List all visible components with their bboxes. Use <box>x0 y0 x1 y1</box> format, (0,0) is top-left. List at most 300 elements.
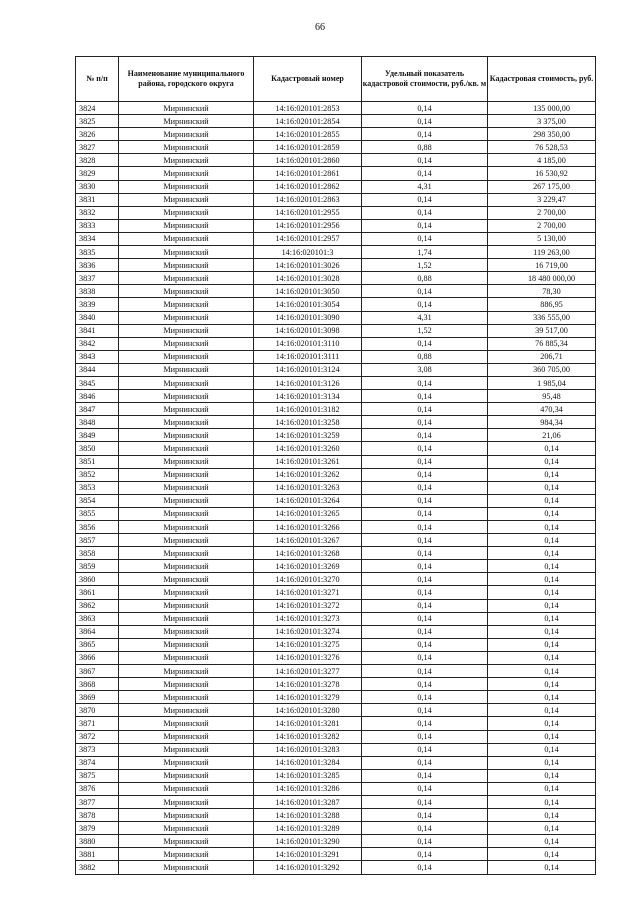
cell-row-number: 3865 <box>76 638 119 651</box>
cell-row-number: 3836 <box>76 259 119 272</box>
cell-row-number: 3833 <box>76 219 119 232</box>
cell-row-number: 3825 <box>76 115 119 128</box>
cell-unit-rate: 0,14 <box>362 128 488 141</box>
cell-district-name: Мирнинский <box>119 206 254 219</box>
cell-cadastral-cost: 206,71 <box>488 350 596 363</box>
cell-unit-rate: 0,14 <box>362 416 488 429</box>
cell-row-number: 3824 <box>76 102 119 115</box>
cell-row-number: 3841 <box>76 324 119 337</box>
cell-cadastral-cost: 0,14 <box>488 560 596 573</box>
cell-cadastral-cost: 95,48 <box>488 390 596 403</box>
cell-cadastral-number: 14:16:020101:2859 <box>254 141 362 154</box>
cell-cadastral-number: 14:16:020101:3050 <box>254 285 362 298</box>
cell-cadastral-number: 14:16:020101:3110 <box>254 337 362 350</box>
cell-unit-rate: 0,14 <box>362 625 488 638</box>
cell-cadastral-number: 14:16:020101:3028 <box>254 272 362 285</box>
cell-cadastral-number: 14:16:020101:2862 <box>254 180 362 193</box>
table-row <box>76 403 596 416</box>
cell-row-number: 3851 <box>76 455 119 468</box>
table-row <box>76 638 596 651</box>
cell-district-name: Мирнинский <box>119 259 254 272</box>
cell-row-number: 3876 <box>76 782 119 795</box>
cell-cadastral-number: 14:16:020101:2854 <box>254 115 362 128</box>
cell-row-number: 3855 <box>76 507 119 520</box>
cell-cadastral-cost: 0,14 <box>488 717 596 730</box>
cell-row-number: 3859 <box>76 560 119 573</box>
cell-cadastral-cost: 0,14 <box>488 455 596 468</box>
cell-cadastral-cost: 0,14 <box>488 468 596 481</box>
table-row <box>76 586 596 599</box>
cell-cadastral-number: 14:16:020101:3268 <box>254 547 362 560</box>
cell-cadastral-cost: 0,14 <box>488 573 596 586</box>
cell-unit-rate: 0,14 <box>362 743 488 756</box>
cell-cadastral-cost: 0,14 <box>488 665 596 678</box>
cell-cadastral-number: 14:16:020101:3269 <box>254 560 362 573</box>
table-row <box>76 272 596 285</box>
cell-cadastral-cost: 360 705,00 <box>488 363 596 376</box>
cell-row-number: 3852 <box>76 468 119 481</box>
cell-row-number: 3879 <box>76 822 119 835</box>
cell-cadastral-number: 14:16:020101:2863 <box>254 193 362 206</box>
cell-row-number: 3873 <box>76 743 119 756</box>
cell-unit-rate: 4,31 <box>362 311 488 324</box>
cell-unit-rate: 0,14 <box>362 547 488 560</box>
table-row <box>76 678 596 691</box>
cell-unit-rate: 0,14 <box>362 102 488 115</box>
cell-cadastral-number: 14:16:020101:3280 <box>254 704 362 717</box>
cell-cadastral-cost: 0,14 <box>488 822 596 835</box>
table-row <box>76 717 596 730</box>
cell-cadastral-number: 14:16:020101:2855 <box>254 128 362 141</box>
table-row <box>76 102 596 115</box>
cell-cadastral-cost: 76 885,34 <box>488 337 596 350</box>
cell-cadastral-number: 14:16:020101:3098 <box>254 324 362 337</box>
cell-row-number: 3854 <box>76 494 119 507</box>
cell-unit-rate: 0,14 <box>362 678 488 691</box>
cell-district-name: Мирнинский <box>119 822 254 835</box>
cell-district-name: Мирнинский <box>119 232 254 245</box>
cell-cadastral-cost: 18 480 000,00 <box>488 272 596 285</box>
cell-district-name: Мирнинский <box>119 115 254 128</box>
cell-cadastral-number: 14:16:020101:2955 <box>254 206 362 219</box>
cell-cadastral-number: 14:16:020101:3291 <box>254 848 362 861</box>
cell-cadastral-number: 14:16:020101:3266 <box>254 521 362 534</box>
cell-district-name: Мирнинский <box>119 547 254 560</box>
cell-unit-rate: 1,52 <box>362 259 488 272</box>
cell-district-name: Мирнинский <box>119 390 254 403</box>
cell-row-number: 3861 <box>76 586 119 599</box>
cell-cadastral-number: 14:16:020101:3270 <box>254 573 362 586</box>
cell-unit-rate: 0,14 <box>362 599 488 612</box>
cell-unit-rate: 0,88 <box>362 272 488 285</box>
cell-cadastral-cost: 119 263,00 <box>488 246 596 259</box>
cell-cadastral-number: 14:16:020101:3288 <box>254 809 362 822</box>
cell-cadastral-cost: 0,14 <box>488 481 596 494</box>
cell-row-number: 3829 <box>76 167 119 180</box>
table-row <box>76 848 596 861</box>
cell-cadastral-number: 14:16:020101:3275 <box>254 638 362 651</box>
cell-cadastral-cost: 0,14 <box>488 612 596 625</box>
cell-district-name: Мирнинский <box>119 743 254 756</box>
cell-unit-rate: 0,14 <box>362 167 488 180</box>
cell-row-number: 3864 <box>76 625 119 638</box>
header-row-number: № п/п <box>76 57 119 102</box>
cell-row-number: 3881 <box>76 848 119 861</box>
table-row <box>76 455 596 468</box>
cell-district-name: Мирнинский <box>119 494 254 507</box>
table-row <box>76 743 596 756</box>
cell-unit-rate: 0,14 <box>362 861 488 874</box>
table-row <box>76 350 596 363</box>
cell-cadastral-cost: 0,14 <box>488 835 596 848</box>
cell-row-number: 3847 <box>76 403 119 416</box>
cell-row-number: 3846 <box>76 390 119 403</box>
cell-unit-rate: 0,14 <box>362 586 488 599</box>
table-row <box>76 324 596 337</box>
cell-cadastral-cost: 0,14 <box>488 521 596 534</box>
cell-row-number: 3838 <box>76 285 119 298</box>
cell-unit-rate: 0,14 <box>362 154 488 167</box>
cell-unit-rate: 0,14 <box>362 455 488 468</box>
cell-unit-rate: 1,52 <box>362 324 488 337</box>
table-row <box>76 246 596 259</box>
cell-cadastral-number: 14:16:020101:3265 <box>254 507 362 520</box>
cell-cadastral-cost: 2 700,00 <box>488 206 596 219</box>
cell-cadastral-number: 14:16:020101:3290 <box>254 835 362 848</box>
cell-district-name: Мирнинский <box>119 363 254 376</box>
cell-cadastral-number: 14:16:020101:3284 <box>254 756 362 769</box>
cell-row-number: 3872 <box>76 730 119 743</box>
table-row <box>76 468 596 481</box>
cell-unit-rate: 0,14 <box>362 429 488 442</box>
cell-cadastral-number: 14:16:020101:2956 <box>254 219 362 232</box>
cell-unit-rate: 0,14 <box>362 494 488 507</box>
table-row <box>76 141 596 154</box>
cell-cadastral-cost: 4 185,00 <box>488 154 596 167</box>
cell-unit-rate: 0,14 <box>362 769 488 782</box>
cell-cadastral-cost: 0,14 <box>488 586 596 599</box>
cell-unit-rate: 3,08 <box>362 363 488 376</box>
table-row <box>76 534 596 547</box>
cell-unit-rate: 0,14 <box>362 822 488 835</box>
cell-row-number: 3857 <box>76 534 119 547</box>
cell-cadastral-cost: 298 350,00 <box>488 128 596 141</box>
cell-cadastral-cost: 3 229,47 <box>488 193 596 206</box>
cell-cadastral-number: 14:16:020101:2861 <box>254 167 362 180</box>
cell-unit-rate: 0,14 <box>362 376 488 389</box>
cell-cadastral-number: 14:16:020101:3258 <box>254 416 362 429</box>
table-header <box>76 57 596 102</box>
cell-unit-rate: 0,14 <box>362 809 488 822</box>
cell-cadastral-number: 14:16:020101:3026 <box>254 259 362 272</box>
cell-unit-rate: 0,14 <box>362 219 488 232</box>
cell-district-name: Мирнинский <box>119 193 254 206</box>
table-row <box>76 390 596 403</box>
cell-unit-rate: 0,14 <box>362 115 488 128</box>
cell-cadastral-cost: 267 175,00 <box>488 180 596 193</box>
table-row <box>76 167 596 180</box>
cell-unit-rate: 1,74 <box>362 246 488 259</box>
cell-district-name: Мирнинский <box>119 625 254 638</box>
cell-district-name: Мирнинский <box>119 311 254 324</box>
cell-row-number: 3839 <box>76 298 119 311</box>
table-body <box>76 102 596 875</box>
cell-cadastral-number: 14:16:020101:3264 <box>254 494 362 507</box>
cell-cadastral-number: 14:16:020101:3274 <box>254 625 362 638</box>
cell-row-number: 3843 <box>76 350 119 363</box>
cell-row-number: 3878 <box>76 809 119 822</box>
cell-cadastral-number: 14:16:020101:3286 <box>254 782 362 795</box>
page-number: 66 <box>315 22 325 33</box>
cell-cadastral-number: 14:16:020101:3277 <box>254 665 362 678</box>
cell-district-name: Мирнинский <box>119 350 254 363</box>
cell-cadastral-cost: 0,14 <box>488 756 596 769</box>
cell-row-number: 3870 <box>76 704 119 717</box>
table-row <box>76 507 596 520</box>
table-row <box>76 285 596 298</box>
cell-district-name: Мирнинский <box>119 403 254 416</box>
cell-unit-rate: 0,14 <box>362 782 488 795</box>
table-row <box>76 795 596 808</box>
cell-cadastral-cost: 470,34 <box>488 403 596 416</box>
cell-cadastral-number: 14:16:020101:3134 <box>254 390 362 403</box>
cell-cadastral-number: 14:16:020101:3267 <box>254 534 362 547</box>
cell-unit-rate: 0,14 <box>362 521 488 534</box>
cell-district-name: Мирнинский <box>119 782 254 795</box>
cell-row-number: 3826 <box>76 128 119 141</box>
cell-row-number: 3880 <box>76 835 119 848</box>
cell-district-name: Мирнинский <box>119 376 254 389</box>
cell-district-name: Мирнинский <box>119 586 254 599</box>
header-unit-rate: Удельный показатель кадастровой стоимости, руб./кв. м <box>362 57 488 102</box>
cell-unit-rate: 0,14 <box>362 206 488 219</box>
cell-cadastral-cost: 0,14 <box>488 848 596 861</box>
cell-district-name: Мирнинский <box>119 180 254 193</box>
cell-cadastral-cost: 0,14 <box>488 809 596 822</box>
cell-cadastral-cost: 5 130,00 <box>488 232 596 245</box>
cell-cadastral-cost: 0,14 <box>488 442 596 455</box>
cell-cadastral-cost: 0,14 <box>488 547 596 560</box>
cell-unit-rate: 0,14 <box>362 337 488 350</box>
cell-row-number: 3850 <box>76 442 119 455</box>
cell-district-name: Мирнинский <box>119 285 254 298</box>
cell-cadastral-cost: 0,14 <box>488 651 596 664</box>
cell-district-name: Мирнинский <box>119 468 254 481</box>
cell-district-name: Мирнинский <box>119 246 254 259</box>
cell-cadastral-number: 14:16:020101:3126 <box>254 376 362 389</box>
cell-unit-rate: 0,14 <box>362 612 488 625</box>
cell-unit-rate: 0,14 <box>362 717 488 730</box>
cell-unit-rate: 0,14 <box>362 403 488 416</box>
cell-row-number: 3849 <box>76 429 119 442</box>
cell-district-name: Мирнинский <box>119 272 254 285</box>
cell-cadastral-number: 14:16:020101:3260 <box>254 442 362 455</box>
cell-unit-rate: 0,14 <box>362 560 488 573</box>
cell-unit-rate: 0,14 <box>362 756 488 769</box>
cell-cadastral-cost: 0,14 <box>488 625 596 638</box>
cell-row-number: 3840 <box>76 311 119 324</box>
cell-cadastral-number: 14:16:020101:3259 <box>254 429 362 442</box>
table-row <box>76 206 596 219</box>
cell-row-number: 3828 <box>76 154 119 167</box>
cell-district-name: Мирнинский <box>119 560 254 573</box>
cell-unit-rate: 0,14 <box>362 193 488 206</box>
table-row <box>76 232 596 245</box>
cell-cadastral-number: 14:16:020101:3271 <box>254 586 362 599</box>
cell-cadastral-number: 14:16:020101:2860 <box>254 154 362 167</box>
cell-cadastral-cost: 336 555,00 <box>488 311 596 324</box>
cell-district-name: Мирнинский <box>119 612 254 625</box>
cell-row-number: 3831 <box>76 193 119 206</box>
cell-cadastral-cost: 0,14 <box>488 507 596 520</box>
cadastral-table-container <box>75 56 595 875</box>
cell-cadastral-cost: 0,14 <box>488 678 596 691</box>
table-row <box>76 691 596 704</box>
cell-district-name: Мирнинский <box>119 835 254 848</box>
header-district-name: Наименование муниципального района, городского округа <box>119 57 254 102</box>
cell-row-number: 3835 <box>76 246 119 259</box>
cell-row-number: 3830 <box>76 180 119 193</box>
table-row <box>76 769 596 782</box>
cell-cadastral-number: 14:16:020101:3287 <box>254 795 362 808</box>
cell-unit-rate: 0,14 <box>362 651 488 664</box>
cell-cadastral-number: 14:16:020101:3090 <box>254 311 362 324</box>
cell-cadastral-cost: 16 530,92 <box>488 167 596 180</box>
cell-unit-rate: 0,14 <box>362 468 488 481</box>
cell-cadastral-cost: 0,14 <box>488 638 596 651</box>
cell-cadastral-cost: 16 719,00 <box>488 259 596 272</box>
table-row <box>76 416 596 429</box>
cell-district-name: Мирнинский <box>119 730 254 743</box>
table-row <box>76 259 596 272</box>
cell-district-name: Мирнинский <box>119 691 254 704</box>
cell-district-name: Мирнинский <box>119 651 254 664</box>
cell-district-name: Мирнинский <box>119 507 254 520</box>
cell-district-name: Мирнинский <box>119 298 254 311</box>
cell-cadastral-cost: 0,14 <box>488 769 596 782</box>
cell-row-number: 3845 <box>76 376 119 389</box>
cell-row-number: 3837 <box>76 272 119 285</box>
cell-district-name: Мирнинский <box>119 573 254 586</box>
cell-cadastral-cost: 135 000,00 <box>488 102 596 115</box>
table-row <box>76 809 596 822</box>
cell-cadastral-number: 14:16:020101:3111 <box>254 350 362 363</box>
table-row <box>76 835 596 848</box>
cell-cadastral-cost: 39 517,00 <box>488 324 596 337</box>
cell-cadastral-cost: 76 528,53 <box>488 141 596 154</box>
cell-unit-rate: 0,14 <box>362 573 488 586</box>
table-row <box>76 481 596 494</box>
table-row <box>76 494 596 507</box>
cell-cadastral-cost: 0,14 <box>488 494 596 507</box>
cell-cadastral-cost: 0,14 <box>488 599 596 612</box>
cell-row-number: 3858 <box>76 547 119 560</box>
cell-row-number: 3860 <box>76 573 119 586</box>
cell-row-number: 3848 <box>76 416 119 429</box>
cell-row-number: 3877 <box>76 795 119 808</box>
cell-district-name: Мирнинский <box>119 455 254 468</box>
cell-district-name: Мирнинский <box>119 769 254 782</box>
table-row <box>76 599 596 612</box>
cell-row-number: 3867 <box>76 665 119 678</box>
table-row <box>76 612 596 625</box>
cell-cadastral-number: 14:16:020101:3124 <box>254 363 362 376</box>
cell-cadastral-number: 14:16:020101:3262 <box>254 468 362 481</box>
cell-unit-rate: 0,14 <box>362 848 488 861</box>
cell-district-name: Мирнинский <box>119 167 254 180</box>
cell-unit-rate: 0,88 <box>362 350 488 363</box>
table-row <box>76 363 596 376</box>
cell-cadastral-number: 14:16:020101:3272 <box>254 599 362 612</box>
cell-district-name: Мирнинский <box>119 141 254 154</box>
cell-district-name: Мирнинский <box>119 534 254 547</box>
header-cadastral-number: Кадастровый номер <box>254 57 362 102</box>
cell-row-number: 3882 <box>76 861 119 874</box>
cell-row-number: 3834 <box>76 232 119 245</box>
cell-row-number: 3827 <box>76 141 119 154</box>
cell-cadastral-number: 14:16:020101:3261 <box>254 455 362 468</box>
cell-unit-rate: 0,14 <box>362 507 488 520</box>
cell-unit-rate: 0,14 <box>362 665 488 678</box>
cell-cadastral-cost: 0,14 <box>488 743 596 756</box>
table-row <box>76 573 596 586</box>
cell-district-name: Мирнинский <box>119 809 254 822</box>
cell-district-name: Мирнинский <box>119 337 254 350</box>
table-row <box>76 625 596 638</box>
cell-row-number: 3844 <box>76 363 119 376</box>
table-row <box>76 180 596 193</box>
cell-district-name: Мирнинский <box>119 848 254 861</box>
cell-unit-rate: 0,88 <box>362 141 488 154</box>
cell-district-name: Мирнинский <box>119 416 254 429</box>
cell-row-number: 3875 <box>76 769 119 782</box>
cell-cadastral-number: 14:16:020101:3278 <box>254 678 362 691</box>
cell-cadastral-cost: 0,14 <box>488 691 596 704</box>
cell-cadastral-cost: 0,14 <box>488 782 596 795</box>
cell-unit-rate: 0,14 <box>362 442 488 455</box>
cell-cadastral-cost: 2 700,00 <box>488 219 596 232</box>
cell-district-name: Мирнинский <box>119 704 254 717</box>
cell-cadastral-number: 14:16:020101:3276 <box>254 651 362 664</box>
cell-district-name: Мирнинский <box>119 521 254 534</box>
table-row <box>76 521 596 534</box>
cell-cadastral-number: 14:16:020101:3263 <box>254 481 362 494</box>
cell-district-name: Мирнинский <box>119 717 254 730</box>
cell-district-name: Мирнинский <box>119 756 254 769</box>
cell-unit-rate: 4,31 <box>362 180 488 193</box>
cell-district-name: Мирнинский <box>119 638 254 651</box>
table-row <box>76 704 596 717</box>
cell-unit-rate: 0,14 <box>362 704 488 717</box>
cell-district-name: Мирнинский <box>119 795 254 808</box>
cell-cadastral-number: 14:16:020101:2957 <box>254 232 362 245</box>
cell-cadastral-number: 14:16:020101:3283 <box>254 743 362 756</box>
cell-row-number: 3868 <box>76 678 119 691</box>
table-row <box>76 429 596 442</box>
cell-cadastral-cost: 1 985,04 <box>488 376 596 389</box>
cell-row-number: 3832 <box>76 206 119 219</box>
cell-cadastral-number: 14:16:020101:3289 <box>254 822 362 835</box>
table-row <box>76 547 596 560</box>
table-row <box>76 442 596 455</box>
table-row <box>76 560 596 573</box>
cell-unit-rate: 0,14 <box>362 232 488 245</box>
cadastral-value-table <box>75 56 596 875</box>
cell-cadastral-cost: 3 375,00 <box>488 115 596 128</box>
cell-row-number: 3869 <box>76 691 119 704</box>
cell-district-name: Мирнинский <box>119 429 254 442</box>
table-row <box>76 822 596 835</box>
